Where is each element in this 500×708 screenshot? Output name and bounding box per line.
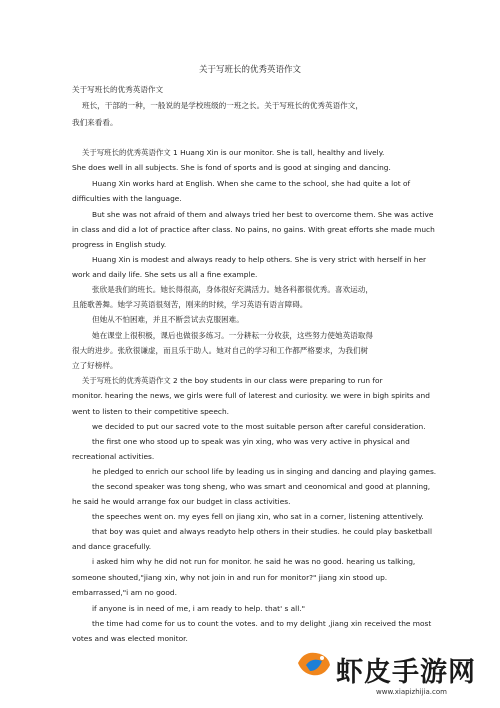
text-line: 关于写班长的优秀英语作文 2 the boy students in our class were preparing to run for <box>82 376 383 385</box>
text-line: Huang Xin is modest and always ready to help others. She is very strict with herself in her <box>92 255 427 264</box>
text-line: i asked him why he did not run for monitor. he said he was no good. hearing us talking, <box>92 557 416 566</box>
text-line: But she was not afraid of them and always tried her best to overcome them. She was active <box>92 210 434 219</box>
text-line: 她在课堂上很积极，课后也做很多练习。一分耕耘一分收获，这些努力使她英语取得 <box>92 331 373 340</box>
text-line: 张欣是我们的班长。她长得很高，身体很好充满活力。她各科都很优秀。喜欢运动， <box>92 285 373 294</box>
text-line: difficulties with the language. <box>72 194 182 203</box>
text-line: we decided to put our sacred vote to the most suitable person after careful consideration. <box>92 422 426 431</box>
text-line: work and daily life. She sets us all a fine example. <box>72 270 258 279</box>
text-line: 关于写班长的优秀英语作文 <box>72 85 164 94</box>
text-line: the speeches went on. my eyes fell on jiang xin, who sat in a corner, listening attentively. <box>92 512 424 521</box>
text-line: in class and did a lot of practice after class. No pains, no gains. With great efforts she made much <box>72 225 435 234</box>
text-line: the time had come for us to count the votes. and to my delight ,jiang xin received the most <box>92 619 432 628</box>
document-title: 关于写班长的优秀英语作文 <box>198 65 301 75</box>
text-line: monitor. hearing the news, we girls were full of laterest and curiosity. we were in bigh spirits and <box>72 391 430 400</box>
text-line: someone shouted,"jiang xin, why not join in and run for monitor?" jiang xin stood up. <box>72 573 388 582</box>
text-line: 很大的进步。张欣很谦虚，而且乐于助人。她对自己的学习和工作都严格要求，为我们树 <box>72 346 369 355</box>
text-line: progress in English study. <box>72 240 167 249</box>
watermark-logo-icon <box>294 647 334 681</box>
text-line: the first one who stood up to speak was yin xing, who was very active in physical and <box>92 437 410 446</box>
text-line: that boy was quiet and always readyto help others in their studies. he could play basketball <box>92 527 433 536</box>
text-line: if anyone is in need of me, i am ready to help. that' s all." <box>92 604 306 613</box>
text-line: recreational activities. <box>72 452 155 461</box>
text-line: 我们来看看。 <box>72 118 118 127</box>
text-line: embarrassed,"i am no good. <box>72 588 177 597</box>
text-line: he pledged to enrich our school life by leading us in singing and dancing and playing games. <box>92 467 437 476</box>
watermark-url: www.xiapizhijia.com <box>376 688 447 696</box>
text-line: went to listen to their competitive speech. <box>72 407 229 416</box>
text-line: Huang Xin works hard at English. When she came to the school, she had quite a lot of <box>92 179 411 188</box>
text-line: 班长，干部的一种，一般说的是学校班级的一班之长。关于写班长的优秀英语作文， <box>82 101 363 110</box>
text-line: votes and was elected monitor. <box>72 634 188 643</box>
text-line: and dance gracefully. <box>72 542 152 551</box>
text-line: 关于写班长的优秀英语作文 1 Huang Xin is our monitor. She is tall, healthy and lively. <box>82 148 385 157</box>
text-line: She does well in all subjects. She is fond of sports and is good at singing and dancing. <box>72 163 391 172</box>
text-line: he said he would arrange fox our budget in class activities. <box>72 497 291 506</box>
text-line: 立了好榜样。 <box>72 361 118 370</box>
text-line: the second speaker was tong sheng, who was smart and ceonomical and good at planning, <box>92 482 431 491</box>
watermark-title: 虾皮手游网 <box>336 657 476 688</box>
text-line: 且能歌善舞。她学习英语很刻苦，刚来的时候，学习英语有语言障碍。 <box>72 300 308 309</box>
text-line: 但她从不怕困难，并且不断尝试去克服困难。 <box>92 315 244 324</box>
